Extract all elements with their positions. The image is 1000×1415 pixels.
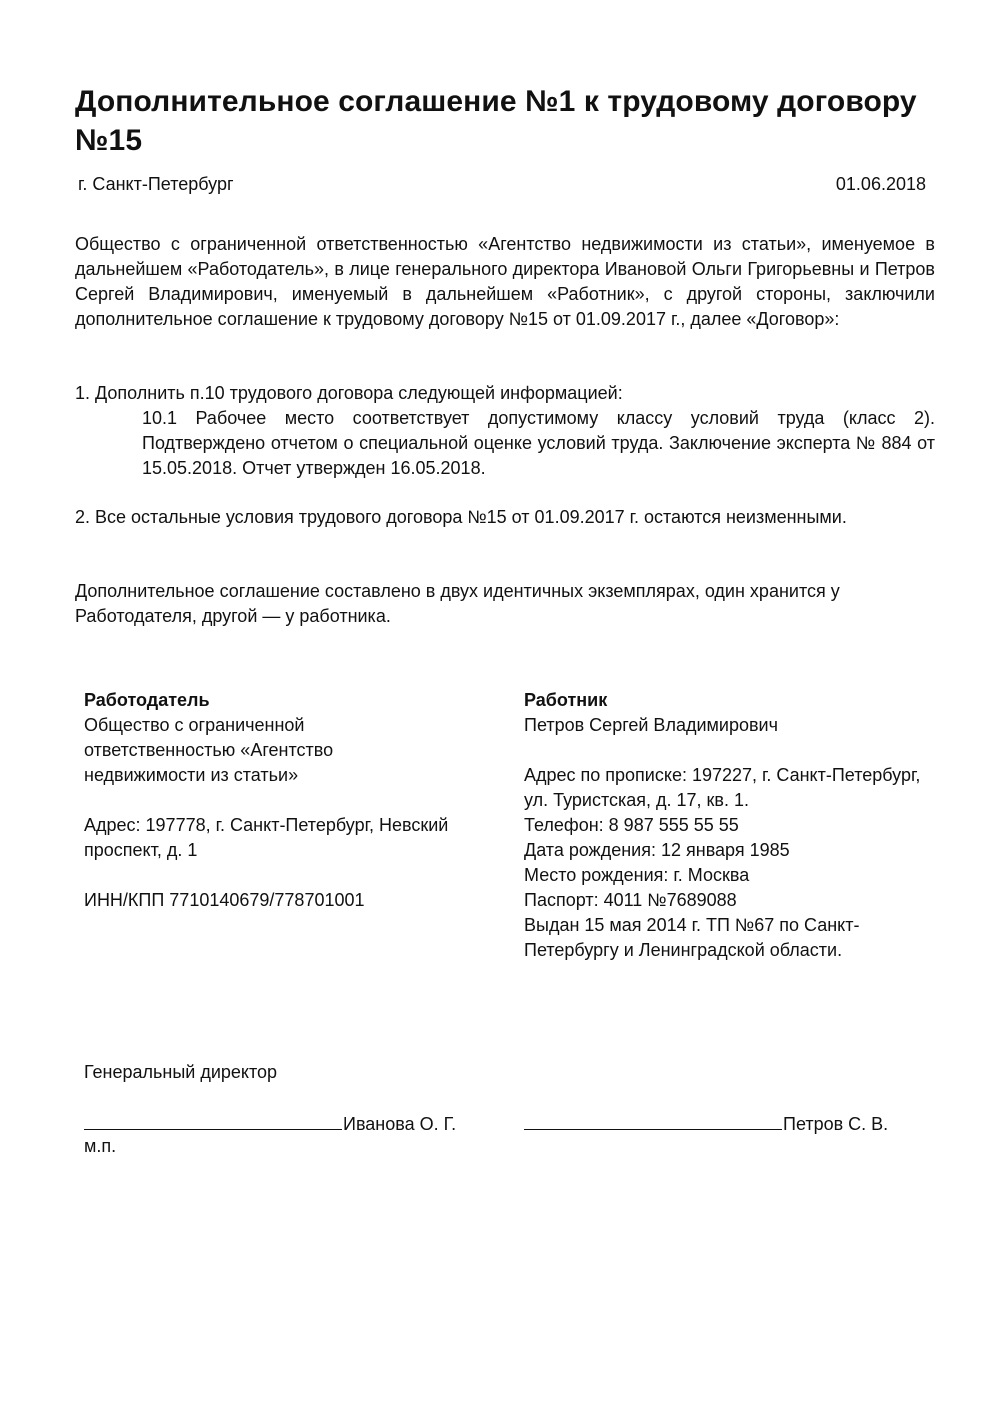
stamp-place: м.п. bbox=[84, 1136, 117, 1156]
employer-inn-kpp: ИНН/КПП 7710140679/778701001 bbox=[84, 890, 365, 910]
employee-birth-place: Место рождения: г. Москва bbox=[524, 865, 750, 885]
employee-birth-date: Дата рождения: 12 января 1985 bbox=[524, 840, 790, 860]
employee-signer-name: Петров С. В. bbox=[783, 1114, 889, 1134]
document-title: Дополнительное соглашение №1 к трудовому договору №15 bbox=[75, 85, 917, 157]
document-date: 01.06.2018 bbox=[835, 174, 926, 194]
employer-signer-name: Иванова О. Г. bbox=[343, 1114, 457, 1134]
place-date-row bbox=[78, 172, 926, 198]
employee-signature bbox=[524, 1109, 888, 1137]
employee-heading: Работник bbox=[524, 690, 608, 710]
clause-1-1: 10.1 Рабочее место соответствует допустимому классу условий труда (класс 2). Подтверждено отчетом о специальной оценке условий труда. Заключение эксперта № 884 от 15.05.2018. Отчет утвержден 16.05.2018. bbox=[142, 408, 935, 478]
employer-details bbox=[84, 688, 504, 913]
employee-passport: Паспорт: 4011 №7689088 bbox=[524, 890, 737, 910]
employer-name: Общество с ограниченной ответственностью «Агентство недвижимости из статьи» bbox=[84, 715, 334, 785]
employer-signature bbox=[84, 1109, 456, 1137]
employee-details bbox=[524, 688, 944, 963]
signature-line bbox=[84, 1109, 342, 1130]
clause-2: 2. Все остальные условия трудового договора №15 от 01.09.2017 г. остаются неизменными. bbox=[75, 507, 847, 527]
spacer bbox=[84, 788, 504, 813]
closing-paragraph: Дополнительное соглашение составлено в двух идентичных экземплярах, один хранится у Работодателя, другой — у работника. bbox=[75, 581, 840, 626]
employee-name: Петров Сергей Владимирович bbox=[524, 715, 778, 735]
spacer bbox=[524, 738, 944, 763]
employee-passport-issued: Выдан 15 мая 2014 г. ТП №67 по Санкт-Петербургу и Ленинградской области. bbox=[524, 915, 860, 960]
employee-address: Адрес по прописке: 197227, г. Санкт-Петербург, ул. Туристская, д. 17, кв. 1. bbox=[524, 765, 921, 810]
signer-position: Генеральный директор bbox=[84, 1062, 278, 1082]
employer-heading: Работодатель bbox=[84, 690, 210, 710]
city: г. Санкт-Петербург bbox=[78, 174, 234, 194]
spacer bbox=[84, 863, 504, 888]
intro-paragraph: Общество с ограниченной ответственностью «Агентство недвижимости из статьи», именуемое в дальнейшем «Работодатель», в лице генерального директора Ивановой Ольги Григорьевны и Петров Сергей Владимирович, именуемый в дальнейшем «Работник», с другой стороны, заключили дополнительное соглашение к трудовому договору №15 от 01.09.2017 г., далее «Договор»: bbox=[75, 234, 935, 329]
clause-1: 1. Дополнить п.10 трудового договора следующей информацией: bbox=[75, 383, 623, 403]
signature-line bbox=[524, 1109, 782, 1130]
employee-phone: Телефон: 8 987 555 55 55 bbox=[524, 815, 739, 835]
employer-address: Адрес: 197778, г. Санкт-Петербург, Невский проспект, д. 1 bbox=[84, 815, 449, 860]
